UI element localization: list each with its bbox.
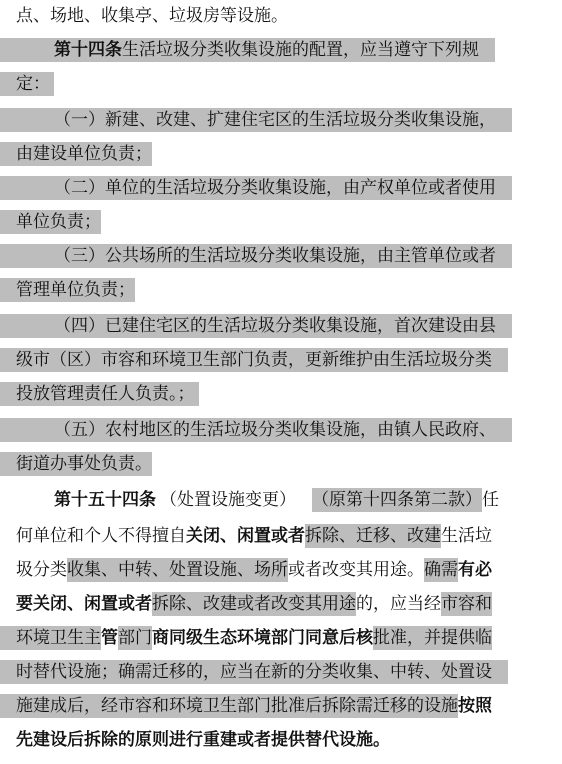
list-item-line (0, 172, 562, 204)
text-line (0, 274, 562, 306)
text-run: （二）单位的生活垃圾分类收集设施，由产权单位或者使用 (0, 176, 512, 200)
text-line (0, 344, 562, 376)
text-run: （四）已建住宅区的生活垃圾分类收集设施，首次建设由县 (0, 314, 512, 338)
text-run-highlight: 拆除、迁移、改建 (305, 526, 441, 546)
text-run: 单位负责； (0, 210, 101, 234)
text-line (0, 724, 562, 756)
text-line (0, 690, 562, 722)
text-run-highlight: 环境卫生主 (0, 626, 101, 650)
text-run-highlight: 拆除、改建或者改变其用途 (152, 594, 356, 614)
text-run: 由建设单位负责； (0, 142, 152, 166)
text-run-bold: 要关闭、闲置或者 (16, 594, 152, 614)
text-run-bold: 有必 (458, 560, 492, 580)
text-run: 圾分类 (16, 560, 67, 580)
list-item-line (0, 310, 562, 342)
text-run-bold: 关闭、闲置或者 (186, 526, 305, 546)
text-run: 任 (482, 490, 499, 510)
text-run-highlight: 确需 (424, 560, 458, 580)
article-15-heading-line (0, 484, 562, 516)
text-run: 或者改变其用途。 (288, 560, 424, 580)
text-run: （五）农村地区的生活垃圾分类收集设施，由镇人民政府、 (0, 418, 512, 442)
text-line (0, 0, 562, 32)
list-item-line (0, 104, 562, 136)
text-run-bold: 管 (101, 628, 118, 648)
text-line (0, 68, 562, 100)
text-run: 街道办事处负责。 (0, 452, 152, 476)
text-line (0, 378, 562, 410)
text-run-highlight: 市容和 (441, 594, 492, 614)
text-line (0, 622, 562, 654)
text-run: （三）公共场所的生活垃圾分类收集设施，由主管单位或者 (0, 244, 512, 268)
text-line (0, 554, 562, 586)
text-line (0, 588, 562, 620)
list-item-line (0, 240, 562, 272)
text-run: （一）新建、改建、扩建住宅区的生活垃圾分类收集设施， (0, 108, 512, 132)
text-run: 管理单位负责； (0, 278, 135, 302)
source-note: （原第十四条第二款） (312, 490, 482, 510)
text-run-highlight: 部门 (118, 628, 152, 648)
text-run: 点、场地、收集亭、垃圾房等设施。 (16, 6, 288, 26)
text-line (0, 656, 562, 688)
text-run: 生活垃 (441, 526, 492, 546)
text-run-bold: 按照 (458, 696, 492, 716)
text-line (0, 206, 562, 238)
text-run-highlight: 时替代设施；确需迁移的，应当在新的分类收集、中转、处置设 (0, 660, 508, 684)
text-line (0, 520, 562, 552)
text-run: 生活垃圾分类收集设施的配置，应当遵守下列规 (122, 38, 495, 62)
article-14-heading-line (0, 34, 562, 66)
article-number: 第十五十四条 (54, 490, 156, 510)
text-run: 投放管理责任人负责。； (0, 382, 199, 406)
text-run-bold: 先建设后拆除的原则进行重建或者提供替代设施。 (16, 730, 390, 750)
text-run-highlight: 批准，并提供临 (373, 628, 492, 648)
text-run: 级市（区）市容和环境卫生部门负责，更新维护由生活垃圾分类 (0, 348, 508, 372)
text-run-highlight: 收集、中转、处置设施、场所 (67, 560, 288, 580)
text-run: 何单位和个人不得擅自 (16, 526, 186, 546)
text-run-highlight: 施建成后，经市容和环境卫生部门批准后拆除需迁移的设施 (0, 694, 458, 718)
article-number: 第十四条 (0, 38, 122, 62)
article-title: （处置设施变更） (160, 490, 296, 510)
list-item-line (0, 414, 562, 446)
text-line (0, 138, 562, 170)
text-line (0, 448, 562, 480)
text-run-bold: 商同级生态环境部门同意后核 (152, 628, 373, 648)
text-run: 定： (0, 72, 54, 96)
text-run: 的，应当经 (356, 594, 441, 614)
